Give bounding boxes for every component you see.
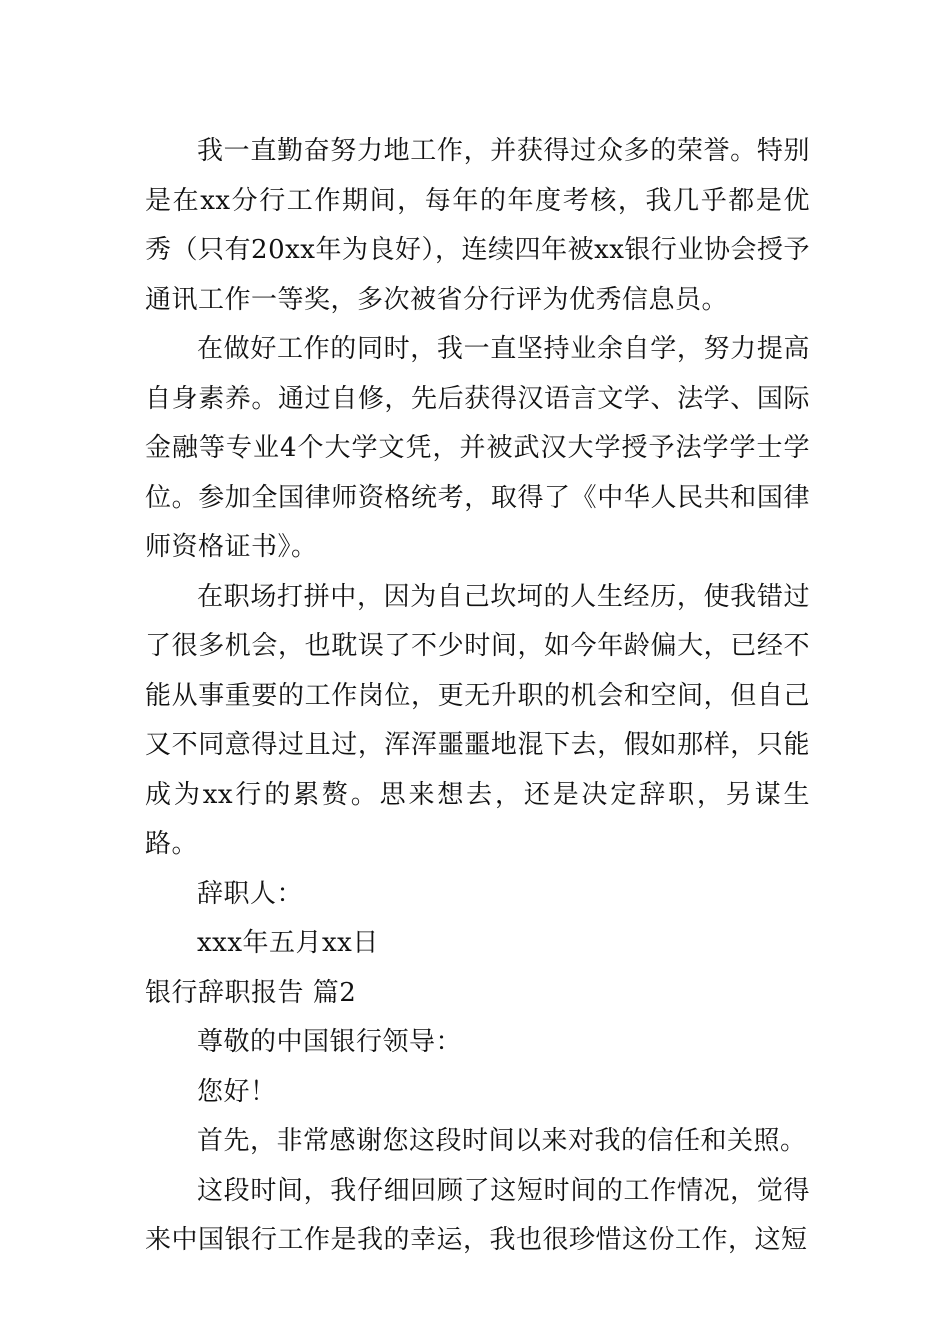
greeting: 您好！ xyxy=(197,1076,277,1107)
document-body xyxy=(145,127,810,1266)
signature-date: xxx年五月xx日 xyxy=(197,928,379,958)
paragraph-self-study: 在做好工作的同时，我一直坚持业余自学，努力提高自身素养。通过自修，先后获得汉语言文学、法学、国际金融等专业4个大学文凭，并被武汉大学授予法学学士学位。参加全国律师资格统考，取得了《中华人民共和国律师资格证书》。 xyxy=(145,334,810,562)
paragraph-thanks: 首先，非常感谢您这段时间以来对我的信任和关照。 xyxy=(197,1126,807,1156)
paragraph-career: 在职场打拼中，因为自己坎坷的人生经历，使我错过了很多机会，也耽误了不少时间，如今年龄偏大，已经不能从事重要的工作岗位，更无升职的机会和空间，但自己又不同意得过且过，浑浑噩噩地混下去，假如那样，只能成为xx行的累赘。思来想去，还是决定辞职，另谋生路。 xyxy=(145,581,810,859)
paragraph-honors: 我一直勤奋努力地工作，并获得过众多的荣誉。特别是在xx分行工作期间，每年的年度考核，我几乎都是优秀（只有20xx年为良好），连续四年被xx银行业协会授予通讯工作一等奖，多次被省分行评为优秀信息员。 xyxy=(145,136,810,315)
signature-label: 辞职人： xyxy=(197,878,304,909)
paragraph-review: 这段时间，我仔细回顾了这短时间的工作情况，觉得来中国银行工作是我的幸运，我也很珍惜这份工作，这短 xyxy=(145,1175,810,1255)
section-title: 银行辞职报告 篇2 xyxy=(145,977,357,1008)
salutation: 尊敬的中国银行领导： xyxy=(197,1027,463,1057)
